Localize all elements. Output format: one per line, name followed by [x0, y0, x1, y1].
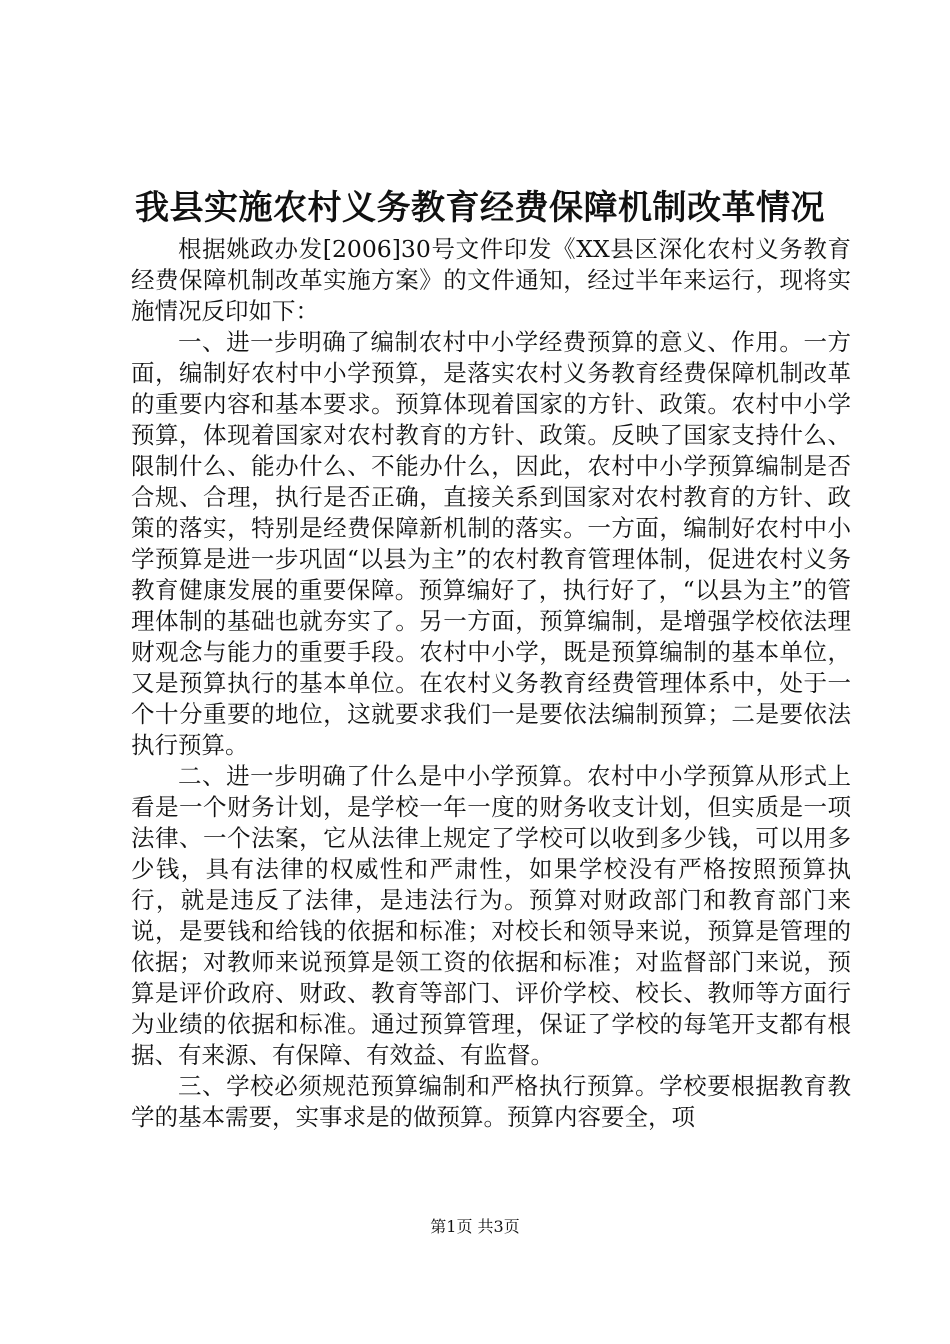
document-body: [131, 234, 851, 1133]
document-title: 我县实施农村义务教育经费保障机制改革情况: [135, 188, 825, 228]
page-number-footer: 第1页 共3页: [430, 1217, 520, 1236]
paragraph-section-3: 三、学校必须规范预算编制和严格执行预算。学校要根据教育教学的基本需要，实事求是的做预算。预算内容要全，项: [131, 1072, 851, 1131]
paragraph-intro: 根据姚政办发[2006]30号文件印发《XX县区深化农村义务教育经费保障机制改革实施方案》的文件通知，经过半年来运行，现将实施情况反印如下：: [131, 235, 851, 325]
paragraph-section-2: 二、进一步明确了什么是中小学预算。农村中小学预算从形式上看是一个财务计划，是学校一年一度的财务收支计划，但实质是一项法律、一个法案，它从法律上规定了学校可以收到多少钱，可以用多少钱，具有法律的权威性和严肃性，如果学校没有严格按照预算执行，就是违反了法律，是违法行为。预算对财政部门和教育部门来说，是要钱和给钱的依据和标准；对校长和领导来说，预算是管理的依据；对教师来说预算是领工资的依据和标准；对监督部门来说，预算是评价政府、财政、教育等部门、评价学校、校长、教师等方面行为业绩的依据和标准。通过预算管理，保证了学校的每笔开支都有根据、有来源、有保障、有效益、有监督。: [131, 762, 851, 1069]
paragraph-section-1: 一、进一步明确了编制农村中小学经费预算的意义、作用。一方面，编制好农村中小学预算，是落实农村义务教育经费保障机制改革的重要内容和基本要求。预算体现着国家的方针、政策。农村中小学预算，体现着国家对农村教育的方针、政策。反映了国家支持什么、限制什么、能办什么、不能办什么，因此，农村中小学预算编制是否合规、合理，执行是否正确，直接关系到国家对农村教育的方针、政策的落实，特别是经费保障新机制的落实。一方面，编制好农村中小学预算是进一步巩固“以县为主”的农村教育管理体制，促进农村义务教育健康发展的重要保障。预算编好了，执行好了，“以县为主”的管理体制的基础也就夯实了。另一方面，预算编制，是增强学校依法理财观念与能力的重要手段。农村中小学，既是预算编制的基本单位，又是预算执行的基本单位。在农村义务教育经费管理体系中，处于一个十分重要的地位，这就要求我们一是要依法编制预算；二是要依法执行预算。: [131, 328, 851, 759]
